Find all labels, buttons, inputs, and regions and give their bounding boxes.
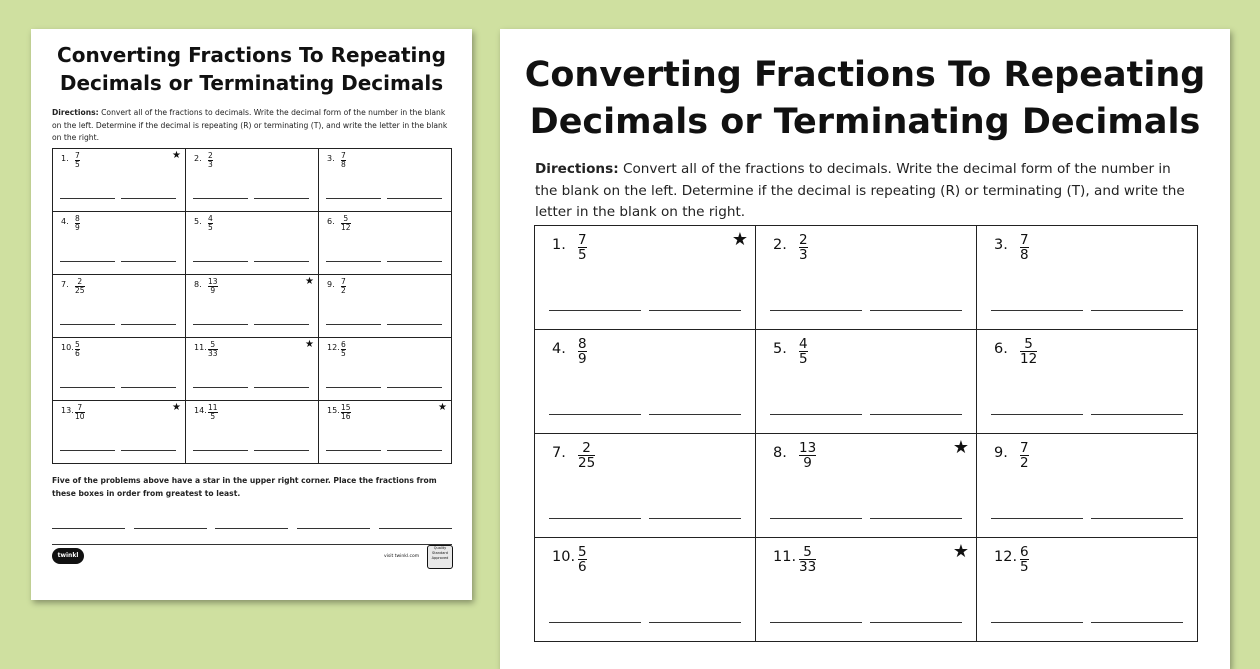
- worksheet-thumbnail[interactable]: [31, 29, 472, 600]
- numerator: 5: [1024, 336, 1033, 352]
- denominator: 10: [75, 412, 85, 421]
- numerator: 4: [208, 214, 213, 223]
- denominator: 8: [1020, 247, 1029, 263]
- problem-row: [535, 226, 1198, 330]
- type-answer-blank[interactable]: [254, 198, 309, 199]
- fraction: [578, 233, 587, 262]
- denominator: 25: [75, 286, 85, 295]
- problem-cell: [977, 538, 1198, 642]
- numerator: 5: [343, 214, 349, 223]
- fraction: [799, 545, 816, 574]
- problem-cell: [535, 538, 756, 642]
- fraction: [208, 278, 218, 295]
- denominator: 8: [341, 160, 346, 169]
- numerator: 8: [75, 214, 80, 223]
- problem-cell: [319, 212, 452, 275]
- answer-blank: [52, 528, 125, 529]
- problem-number: 6.: [327, 217, 335, 226]
- problem-number: 2.: [194, 154, 202, 163]
- problem-number: 7.: [61, 280, 69, 289]
- numerator: 6: [1020, 544, 1029, 560]
- problem-cell: [756, 538, 977, 642]
- fraction: [799, 233, 808, 262]
- site-text: visit twinkl.com: [384, 554, 420, 559]
- type-answer-blank[interactable]: [254, 324, 309, 325]
- problem-number: 13.: [61, 406, 74, 415]
- problem-cell: [977, 434, 1198, 538]
- problem-grid: [52, 148, 452, 464]
- title-line-2: Decimals or Terminating Decimals: [529, 102, 1201, 142]
- footer-divider: [52, 544, 452, 545]
- decimal-answer-blank[interactable]: [326, 198, 381, 199]
- denominator: 2: [341, 286, 346, 295]
- numerator: 7: [75, 151, 80, 160]
- decimal-answer-blank[interactable]: [193, 261, 248, 262]
- problem-number: 8.: [773, 445, 787, 461]
- problem-row: [535, 434, 1198, 538]
- problem-number: 14.: [194, 406, 207, 415]
- type-answer-blank[interactable]: [649, 518, 741, 519]
- numerator: 8: [578, 336, 587, 352]
- problem-cell: [756, 226, 977, 330]
- denominator: 9: [578, 351, 587, 367]
- denominator: 33: [799, 559, 817, 575]
- type-answer-blank[interactable]: [121, 387, 176, 388]
- problem-number: 1.: [61, 154, 69, 163]
- type-answer-blank[interactable]: [254, 450, 309, 451]
- problem-grid: [534, 225, 1198, 642]
- type-answer-blank[interactable]: [1091, 310, 1183, 311]
- problem-row: [53, 149, 452, 212]
- numerator: 13: [208, 277, 218, 286]
- star-icon: ★: [952, 541, 969, 562]
- star-icon: ★: [305, 276, 314, 287]
- type-answer-blank[interactable]: [121, 324, 176, 325]
- numerator: 7: [77, 403, 83, 412]
- badge-text: Quality Standard Approved: [431, 546, 449, 560]
- problem-number: 3.: [994, 237, 1008, 253]
- fraction: [75, 215, 80, 232]
- problem-cell: [186, 401, 319, 464]
- decimal-answer-blank[interactable]: [991, 310, 1083, 311]
- type-answer-blank[interactable]: [121, 450, 176, 451]
- decimal-answer-blank[interactable]: [991, 622, 1083, 623]
- directions-label: Directions:: [535, 161, 619, 177]
- numerator: 5: [803, 544, 812, 560]
- problem-row: [53, 212, 452, 275]
- problem-cell: [535, 330, 756, 434]
- denominator: 5: [208, 223, 213, 232]
- denominator: 25: [578, 455, 596, 471]
- problem-cell: [535, 434, 756, 538]
- decimal-answer-blank[interactable]: [60, 261, 115, 262]
- decimal-answer-blank[interactable]: [770, 310, 862, 311]
- footer-instruction: Five of the problems above have a star in the upper right corner. Place the fractions from these boxes in order from greatest to least.: [52, 476, 437, 498]
- type-answer-blank[interactable]: [387, 261, 442, 262]
- answer-blank: [379, 528, 452, 529]
- denominator: 5: [799, 351, 808, 367]
- problem-cell: [53, 338, 186, 401]
- problem-number: 12.: [994, 549, 1018, 565]
- problem-number: 9.: [327, 280, 335, 289]
- twinkl-logo: twinkl: [52, 548, 84, 564]
- numerator: 7: [341, 151, 346, 160]
- fraction: [1020, 441, 1029, 470]
- directions-text: Convert all of the fractions to decimals. Write the decimal form of the number in the blank on the left. Determine if the decimal is repeating (R) or terminating (T), and write the letter in the blank on the right.: [535, 161, 1185, 220]
- answer-blank: [297, 528, 370, 529]
- type-answer-blank[interactable]: [870, 310, 962, 311]
- type-answer-blank[interactable]: [254, 387, 309, 388]
- type-answer-blank[interactable]: [649, 414, 741, 415]
- decimal-answer-blank[interactable]: [770, 622, 862, 623]
- denominator: 6: [75, 349, 80, 358]
- numerator: 7: [341, 277, 346, 286]
- problem-cell: [53, 401, 186, 464]
- numerator: 2: [77, 277, 83, 286]
- problem-number: 6.: [994, 341, 1008, 357]
- problem-cell: [186, 212, 319, 275]
- decimal-answer-blank[interactable]: [193, 198, 248, 199]
- decimal-answer-blank[interactable]: [326, 261, 381, 262]
- denominator: 9: [803, 455, 812, 471]
- decimal-answer-blank[interactable]: [549, 414, 641, 415]
- type-answer-blank[interactable]: [387, 450, 442, 451]
- problem-cell: [756, 330, 977, 434]
- fraction: [208, 341, 218, 358]
- numerator: 4: [799, 336, 808, 352]
- decimal-answer-blank[interactable]: [193, 324, 248, 325]
- denominator: 5: [578, 247, 587, 263]
- decimal-answer-blank[interactable]: [326, 324, 381, 325]
- fraction: [341, 278, 346, 295]
- fraction: [578, 441, 595, 470]
- fraction: [75, 278, 85, 295]
- problem-number: 2.: [773, 237, 787, 253]
- numerator: 5: [75, 340, 80, 349]
- numerator: 5: [578, 544, 587, 560]
- denominator: 5: [210, 412, 216, 421]
- problem-number: 10.: [552, 549, 576, 565]
- star-icon: ★: [172, 150, 181, 161]
- problem-cell: [186, 338, 319, 401]
- problem-number: 1.: [552, 237, 566, 253]
- type-answer-blank[interactable]: [387, 324, 442, 325]
- numerator: 11: [208, 403, 218, 412]
- problem-row: [535, 330, 1198, 434]
- fraction: [341, 341, 346, 358]
- problem-cell: [53, 212, 186, 275]
- denominator: 5: [341, 349, 346, 358]
- type-answer-blank[interactable]: [649, 310, 741, 311]
- denominator: 2: [1020, 455, 1029, 471]
- denominator: 3: [208, 160, 213, 169]
- fraction: [1020, 337, 1037, 366]
- decimal-answer-blank[interactable]: [549, 622, 641, 623]
- type-answer-blank[interactable]: [870, 414, 962, 415]
- problem-cell: [53, 275, 186, 338]
- directions: [52, 107, 451, 145]
- numerator: 15: [341, 403, 351, 412]
- problem-cell: [977, 330, 1198, 434]
- denominator: 9: [210, 286, 216, 295]
- type-answer-blank[interactable]: [1091, 414, 1183, 415]
- problem-row: [535, 538, 1198, 642]
- type-answer-blank[interactable]: [649, 622, 741, 623]
- problem-cell: [977, 226, 1198, 330]
- star-icon: ★: [305, 339, 314, 350]
- problem-number: 11.: [194, 343, 207, 352]
- numerator: 7: [1020, 232, 1029, 248]
- quality-badge-icon: [427, 545, 453, 569]
- type-answer-blank[interactable]: [121, 198, 176, 199]
- problem-cell: [319, 149, 452, 212]
- worksheet-title: [31, 41, 472, 97]
- problem-number: 7.: [552, 445, 566, 461]
- fraction: [1020, 233, 1029, 262]
- fraction: [75, 404, 85, 421]
- directions: [535, 159, 1194, 224]
- decimal-answer-blank[interactable]: [60, 387, 115, 388]
- fraction: [208, 152, 213, 169]
- decimal-answer-blank[interactable]: [60, 324, 115, 325]
- type-answer-blank[interactable]: [870, 518, 962, 519]
- type-answer-blank[interactable]: [870, 622, 962, 623]
- fraction: [1020, 545, 1029, 574]
- decimal-answer-blank[interactable]: [326, 387, 381, 388]
- answer-blank: [134, 528, 207, 529]
- denominator: 12: [1020, 351, 1038, 367]
- problem-cell: [319, 275, 452, 338]
- fraction: [578, 337, 587, 366]
- problem-cell: [535, 226, 756, 330]
- decimal-answer-blank[interactable]: [60, 198, 115, 199]
- decimal-answer-blank[interactable]: [770, 414, 862, 415]
- problem-number: 10.: [61, 343, 74, 352]
- problem-cell: [319, 401, 452, 464]
- denominator: 12: [341, 223, 351, 232]
- fraction: [341, 404, 351, 421]
- type-answer-blank[interactable]: [387, 198, 442, 199]
- type-answer-blank[interactable]: [254, 261, 309, 262]
- fraction: [208, 215, 213, 232]
- denominator: 5: [75, 160, 80, 169]
- problem-number: 5.: [773, 341, 787, 357]
- problem-number: 5.: [194, 217, 202, 226]
- star-icon: ★: [438, 402, 447, 413]
- decimal-answer-blank[interactable]: [991, 414, 1083, 415]
- title-line-2: Decimals or Terminating Decimals: [59, 71, 444, 95]
- problem-row: [53, 338, 452, 401]
- decimal-answer-blank[interactable]: [193, 450, 248, 451]
- numerator: 13: [799, 440, 817, 456]
- title-line-1: Converting Fractions To Repeating: [57, 43, 446, 67]
- numerator: 2: [582, 440, 591, 456]
- fraction: [341, 152, 346, 169]
- directions-text: Convert all of the fractions to decimals. Write the decimal form of the number in the blank on the left. Determine if the decimal is repeating (R) or terminating (T), and write the letter in the blank on the right.: [52, 108, 448, 143]
- decimal-answer-blank[interactable]: [193, 387, 248, 388]
- decimal-answer-blank[interactable]: [770, 518, 862, 519]
- problem-number: 12.: [327, 343, 340, 352]
- title-line-1: Converting Fractions To Repeating: [524, 55, 1206, 95]
- fraction: [208, 404, 218, 421]
- worksheet-zoomed-preview[interactable]: [500, 29, 1230, 669]
- numerator: 6: [341, 340, 346, 349]
- fraction: [75, 152, 80, 169]
- problem-number: 3.: [327, 154, 335, 163]
- star-icon: ★: [731, 229, 748, 250]
- denominator: 3: [799, 247, 808, 263]
- star-icon: ★: [172, 402, 181, 413]
- decimal-answer-blank[interactable]: [991, 518, 1083, 519]
- type-answer-blank[interactable]: [387, 387, 442, 388]
- denominator: 16: [341, 412, 351, 421]
- problem-number: 11.: [773, 549, 797, 565]
- problem-cell: [186, 275, 319, 338]
- directions-label: Directions:: [52, 108, 99, 117]
- worksheet-title: [500, 52, 1230, 146]
- problem-row: [53, 401, 452, 464]
- problem-cell: [756, 434, 977, 538]
- type-answer-blank[interactable]: [1091, 518, 1183, 519]
- decimal-answer-blank[interactable]: [549, 310, 641, 311]
- decimal-answer-blank[interactable]: [549, 518, 641, 519]
- problem-cell: [186, 149, 319, 212]
- denominator: 33: [208, 349, 218, 358]
- decimal-answer-blank[interactable]: [326, 450, 381, 451]
- numerator: 5: [210, 340, 216, 349]
- type-answer-blank[interactable]: [121, 261, 176, 262]
- problem-cell: [319, 338, 452, 401]
- fraction: [799, 337, 808, 366]
- fraction: [75, 341, 80, 358]
- problem-row: [53, 275, 452, 338]
- type-answer-blank[interactable]: [1091, 622, 1183, 623]
- denominator: 6: [578, 559, 587, 575]
- problem-number: 4.: [552, 341, 566, 357]
- problem-number: 9.: [994, 445, 1008, 461]
- numerator: 2: [799, 232, 808, 248]
- fraction: [799, 441, 816, 470]
- problem-cell: [53, 149, 186, 212]
- decimal-answer-blank[interactable]: [60, 450, 115, 451]
- denominator: 5: [1020, 559, 1029, 575]
- fraction: [341, 215, 351, 232]
- star-icon: ★: [952, 437, 969, 458]
- answer-blank: [215, 528, 288, 529]
- numerator: 2: [208, 151, 213, 160]
- numerator: 7: [1020, 440, 1029, 456]
- problem-number: 8.: [194, 280, 202, 289]
- fraction: [578, 545, 587, 574]
- problem-number: 4.: [61, 217, 69, 226]
- problem-number: 15.: [327, 406, 340, 415]
- numerator: 7: [578, 232, 587, 248]
- denominator: 9: [75, 223, 80, 232]
